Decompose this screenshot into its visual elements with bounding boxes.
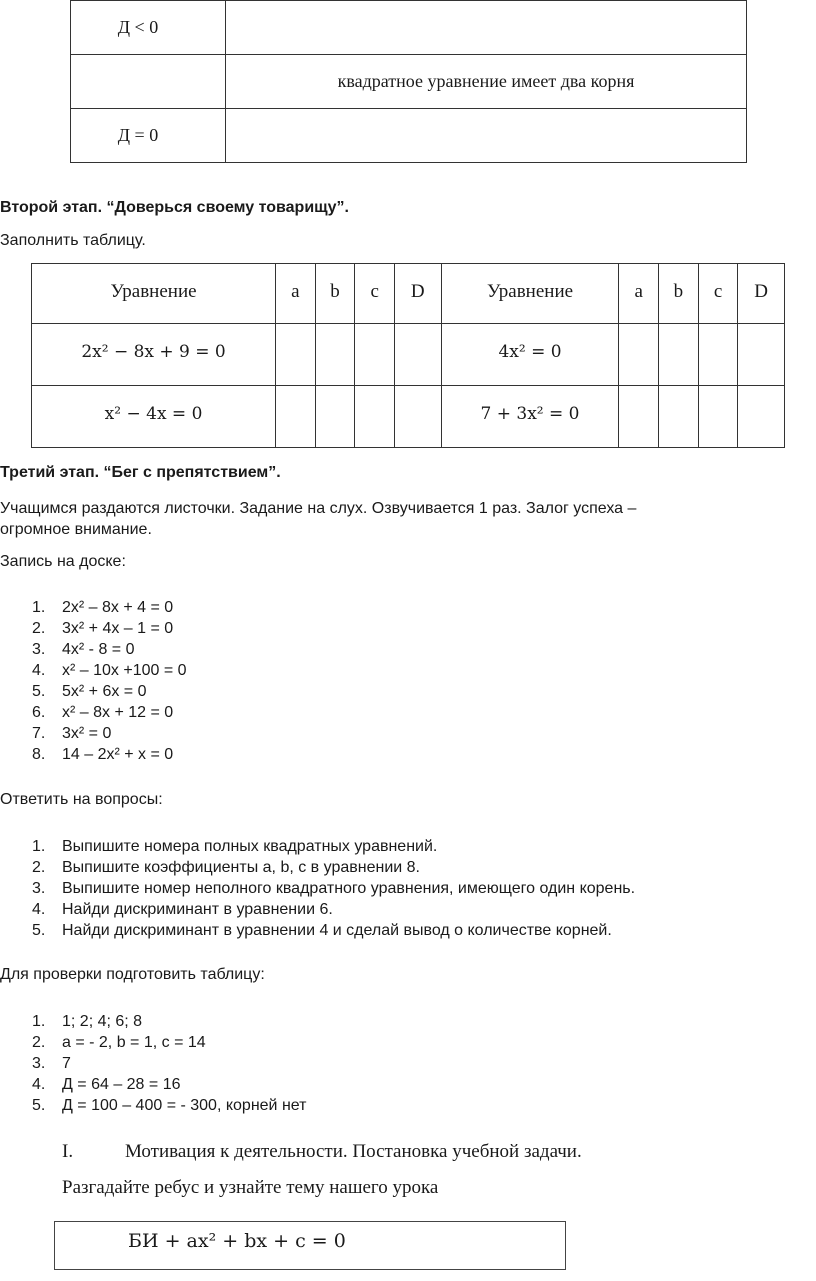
condition-cell bbox=[71, 55, 226, 109]
list-item: 4. Д = 64 – 28 = 16 bbox=[32, 1076, 181, 1093]
answer-cell-b[interactable] bbox=[659, 386, 699, 448]
answer-text: a = - 2, b = 1, c = 14 bbox=[62, 1034, 206, 1051]
rebus-task: Разгадайте ребус и узнайте тему нашего урока bbox=[62, 1177, 439, 1198]
board-equations-list bbox=[0, 597, 187, 765]
equation-text: 4x² - 8 = 0 bbox=[62, 641, 135, 658]
equation-text: 3x² + 4x – 1 = 0 bbox=[62, 620, 174, 637]
meaning-cell bbox=[226, 1, 747, 55]
question-text: Найди дискриминант в уравнении 4 и сделай вывод о количестве корней. bbox=[62, 922, 612, 939]
equation-cell: 4x² = 0 bbox=[441, 324, 619, 386]
section-title: Мотивация к деятельности. Постановка учебной задачи. bbox=[125, 1141, 582, 1162]
column-header: D bbox=[738, 264, 785, 324]
table-row bbox=[71, 109, 747, 163]
discriminant-table bbox=[70, 0, 747, 163]
list-item: 1. 1; 2; 4; 6; 8 bbox=[32, 1013, 143, 1030]
column-header: a bbox=[619, 264, 659, 324]
answer-text: 1; 2; 4; 6; 8 bbox=[62, 1013, 143, 1030]
table-row bbox=[71, 55, 747, 109]
question-text: Найди дискриминант в уравнении 6. bbox=[62, 901, 333, 918]
condition-cell: Д < 0 bbox=[71, 1, 226, 55]
list-item: 3. Выпишите номер неполного квадратного уравнения, имеющего один корень. bbox=[32, 880, 636, 897]
list-item: 6. x² – 8x + 12 = 0 bbox=[32, 704, 174, 721]
column-header: Уравнение bbox=[441, 264, 619, 324]
answer-cell-c[interactable] bbox=[698, 324, 738, 386]
table-row bbox=[32, 324, 785, 386]
answer-cell-a[interactable] bbox=[276, 324, 316, 386]
question-text: Выпишите номера полных квадратных уравнений. bbox=[62, 838, 438, 855]
board-label: Запись на доске: bbox=[0, 553, 126, 570]
list-item: 8. 14 – 2x² + x = 0 bbox=[32, 746, 174, 763]
meaning-cell: квадратное уравнение имеет два корня bbox=[226, 55, 747, 109]
column-header: D bbox=[394, 264, 441, 324]
stage3-intro bbox=[0, 498, 636, 540]
column-header: c bbox=[355, 264, 395, 324]
coefficients-table bbox=[31, 263, 785, 448]
answer-cell-d[interactable] bbox=[394, 386, 441, 448]
stage2-instruction: Заполнить таблицу. bbox=[0, 232, 146, 249]
answer-text: Д = 64 – 28 = 16 bbox=[62, 1076, 181, 1093]
equation-text: 5x² + 6x = 0 bbox=[62, 683, 147, 700]
list-item: 3. 7 bbox=[32, 1055, 71, 1072]
stage3-title: Третий этап. “Бег с препятствием”. bbox=[0, 464, 281, 481]
equation-cell: 7 + 3x² = 0 bbox=[441, 386, 619, 448]
intro-line: Учащимся раздаются листочки. Задание на слух. Озвучивается 1 раз. Залог успеха – bbox=[0, 500, 637, 517]
answer-text: 7 bbox=[62, 1055, 71, 1072]
column-header: a bbox=[276, 264, 316, 324]
list-item: 1. Выпишите номера полных квадратных уравнений. bbox=[32, 838, 438, 855]
column-header: b bbox=[315, 264, 355, 324]
questions-label: Ответить на вопросы: bbox=[0, 791, 163, 808]
question-text: Выпишите номер неполного квадратного уравнения, имеющего один корень. bbox=[62, 880, 636, 897]
answer-text: Д = 100 – 400 = - 300, корней нет bbox=[62, 1097, 307, 1114]
answer-cell-b[interactable] bbox=[315, 324, 355, 386]
answer-cell-c[interactable] bbox=[698, 386, 738, 448]
questions-list bbox=[0, 836, 635, 941]
list-item: 5. Д = 100 – 400 = - 300, корней нет bbox=[32, 1097, 307, 1114]
equation-text: 2x² – 8x + 4 = 0 bbox=[62, 599, 174, 616]
list-item: 4. Найди дискриминант в уравнении 6. bbox=[32, 901, 333, 918]
condition-cell: Д = 0 bbox=[71, 109, 226, 163]
question-text: Выпишите коэффициенты a, b, c в уравнении 8. bbox=[62, 859, 420, 876]
list-item: 1. 2x² – 8x + 4 = 0 bbox=[32, 599, 174, 616]
list-item: 5. 5x² + 6x = 0 bbox=[32, 683, 147, 700]
answer-cell-b[interactable] bbox=[315, 386, 355, 448]
intro-line: огромное внимание. bbox=[0, 521, 152, 538]
answer-cell-a[interactable] bbox=[619, 386, 659, 448]
equation-text: 3x² = 0 bbox=[62, 725, 112, 742]
equation-cell: 2x² − 8x + 9 = 0 bbox=[32, 324, 276, 386]
table-row bbox=[32, 386, 785, 448]
list-item: 2. Выпишите коэффициенты a, b, c в уравнении 8. bbox=[32, 859, 420, 876]
answer-cell-c[interactable] bbox=[355, 386, 395, 448]
answer-cell-d[interactable] bbox=[738, 386, 785, 448]
list-item: 2. a = - 2, b = 1, c = 14 bbox=[32, 1034, 206, 1051]
answer-cell-c[interactable] bbox=[355, 324, 395, 386]
column-header: c bbox=[698, 264, 738, 324]
answers-label: Для проверки подготовить таблицу: bbox=[0, 966, 265, 983]
column-header: Уравнение bbox=[32, 264, 276, 324]
list-item: 5. Найди дискриминант в уравнении 4 и сделай вывод о количестве корней. bbox=[32, 922, 612, 939]
answer-cell-a[interactable] bbox=[619, 324, 659, 386]
rebus-equation: БИ + ax² + bx + c = 0 bbox=[128, 1230, 346, 1252]
answers-list bbox=[0, 1011, 306, 1116]
answer-cell-d[interactable] bbox=[394, 324, 441, 386]
section-number: I. bbox=[62, 1141, 74, 1162]
table-header-row bbox=[32, 264, 785, 324]
list-item: 2. 3x² + 4x – 1 = 0 bbox=[32, 620, 174, 637]
column-header: b bbox=[659, 264, 699, 324]
stage2-title: Второй этап. “Доверься своему товарищу”. bbox=[0, 199, 349, 216]
equation-text: x² – 10x +100 = 0 bbox=[62, 662, 187, 679]
meaning-cell bbox=[226, 109, 747, 163]
answer-cell-a[interactable] bbox=[276, 386, 316, 448]
answer-cell-d[interactable] bbox=[738, 324, 785, 386]
equation-text: x² – 8x + 12 = 0 bbox=[62, 704, 174, 721]
answer-cell-b[interactable] bbox=[659, 324, 699, 386]
equation-cell: x² − 4x = 0 bbox=[32, 386, 276, 448]
list-item: 3. 4x² - 8 = 0 bbox=[32, 641, 135, 658]
table-row bbox=[71, 1, 747, 55]
list-item: 7. 3x² = 0 bbox=[32, 725, 112, 742]
list-item: 4. x² – 10x +100 = 0 bbox=[32, 662, 187, 679]
equation-text: 14 – 2x² + x = 0 bbox=[62, 746, 174, 763]
